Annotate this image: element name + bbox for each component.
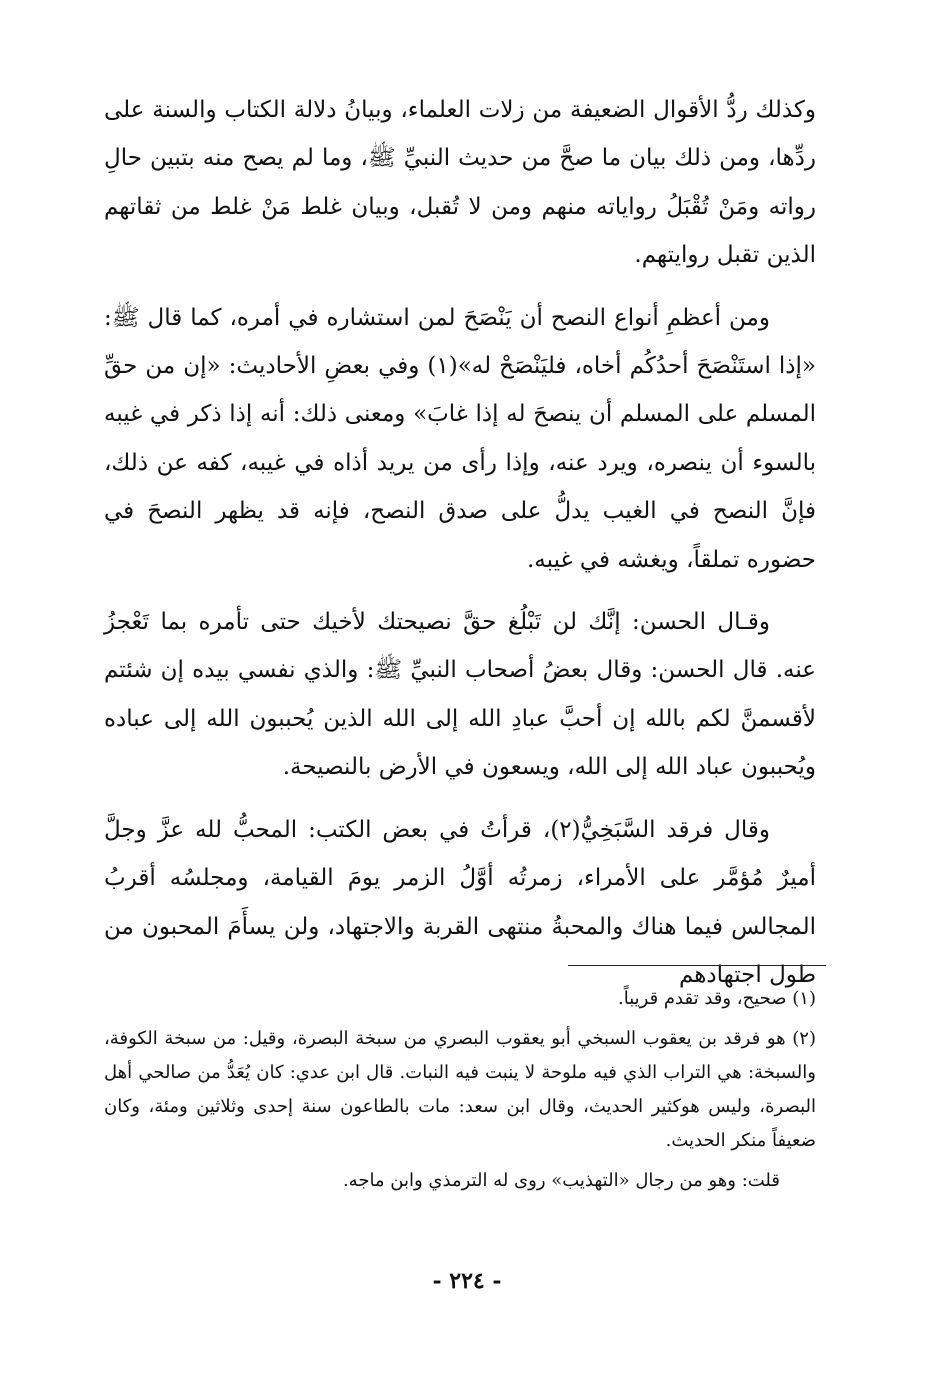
paragraph-4: وقال فرقد السَّبَخِيُّ(٢)، قرأتُ في بعض الكتب: المحبُّ لله عزَّ وجلَّ أميرٌ مُؤمَّر على الأمراء، زمرتُه أوَّلُ الزمر يومَ القيامة، ومجلسُه أقربُ المجالس فيما هناك والمحبةُ منتهى القربة والاجتهاد، ولن يسأَمَ المحبون من طول اجتهادهم	[104, 816, 816, 988]
footnote-divider	[568, 965, 826, 966]
footnote-2: (٢) هو فرقد بن يعقوب السبخي أبو يعقوب البصري من سبخة البصرة، وقيل: من سبخة الكوفة، والسبخة: هي التراب الذي فيه ملوحة لا ينبت فيه النبات. قال ابن عدي: كان يُعَدُّ من صالحي أهل البصرة، وليس هوكثير الحديث، وقال ابن سعد: مات بالطاعون سنة إحدى وثلاثين ومئة، وكان ضعيفاً منكر الحديث.	[104, 1028, 816, 1151]
paragraph-2: ومن أعظمِ أنواع النصح أن يَنْصَحَ لمن استشاره في أمره، كما قال ﷺ: «إذا استَنْصَحَ أحدُكُم أخاه، فليَنْصَحْ له»(١) وفي بعضِ الأحاديث: «إن من حقِّ المسلم على المسلم أن ينصحَ له إذا غابَ» ومعنى ذلك: أنه إذا ذكر في غيبه بالسوء أن ينصره، ويرد عنه، وإذا رأى من يريد أذاه في غيبه، كفه عن ذلك، فإنَّ النصح في الغيب يدلُّ على صدق النصح، فإنه قد يظهر النصحَ في حضوره تملقاً، ويغشه في غيبه.	[104, 304, 816, 573]
paragraph-1: وكذلك ردُّ الأقوال الضعيفة من زلات العلماء، وبيانُ دلالة الكتاب والسنة على ردِّها، ومن ذلك بيان ما صحَّ من حديث النبيِّ ﷺ، وما لم يصح منه بتبين حالِ رواته ومَنْ تُقْبَلُ رواياته منهم ومن لا تُقبل، وبيان غلط مَنْ غلط من ثقاتهم الذين تقبل روايتهم.	[104, 97, 816, 269]
paragraph-3: وقـال الحسن: إنَّك لن تَبْلُغ حقَّ نصيحتك لأخيك حتى تأمره بما تَعْجزُ عنه. قال الحسن: وقال بعضُ أصحاب النبيِّ ﷺ: والذي نفسي بيده إن شئتم لأقسمنَّ لكم بالله إن أحبَّ عبادِ الله إلى الله الذين يُحببون الله إلى عباده ويُحببون عباد الله إلى الله، ويسعون في الأرض بالنصيحة.	[104, 609, 816, 781]
footnote-remark: قلت: وهو من رجال «التهذيب» روى له الترمذي وابن ماجه.	[342, 1170, 780, 1191]
main-text	[104, 86, 816, 1013]
footnotes	[104, 982, 816, 1204]
footnote-1: (١) صحيح، وقد تقدم قريباً.	[617, 988, 816, 1009]
page-number: - ٢٢٤ -	[432, 1268, 502, 1294]
